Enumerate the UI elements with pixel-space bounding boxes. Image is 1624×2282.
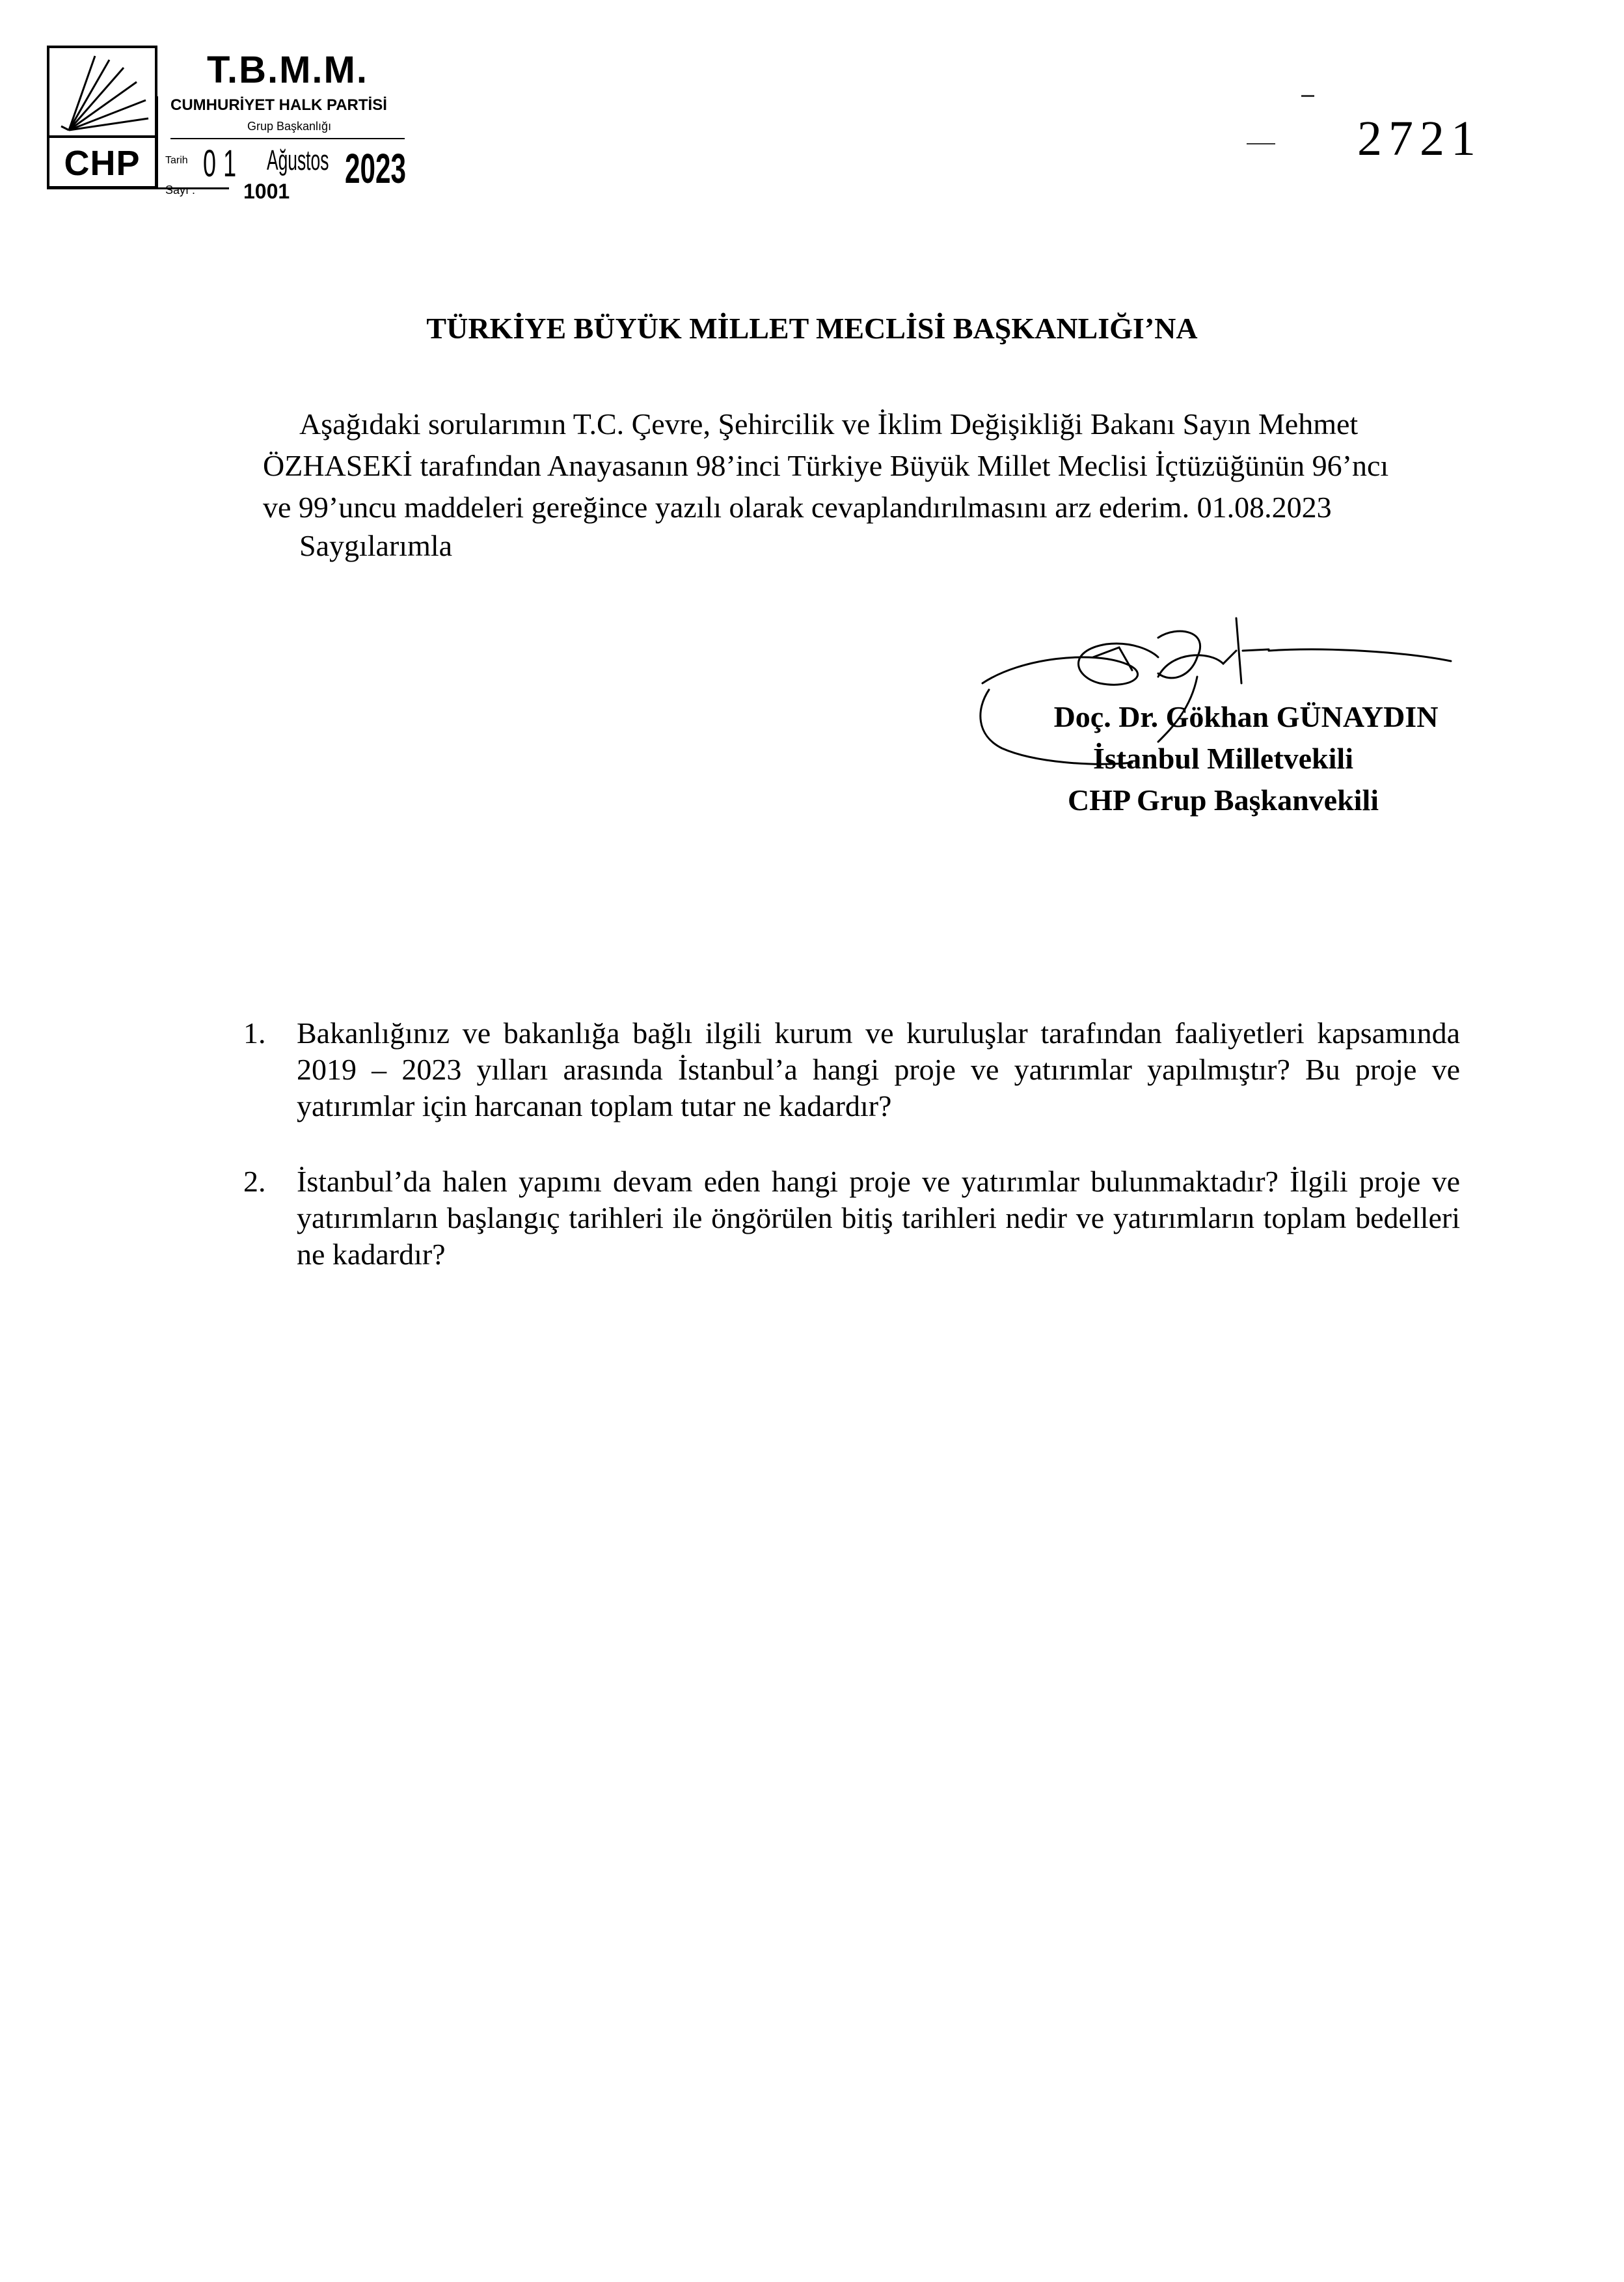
list-item: [243, 1015, 1460, 1124]
question-text: İstanbul’da halen yapımı devam eden hangi proje ve yatırımlar bulunmaktadır? İlgili proje ve yatırımların başlangıç tarihleri ile öngörülen bitiş tarihleri nedir ve yatırımların toplam bedelleri ne kadardır?: [297, 1165, 1460, 1271]
question-number: 2.: [243, 1165, 266, 1198]
closing-text: Saygılarımla: [299, 529, 453, 562]
signatory-title: CHP Grup Başkanvekili: [1067, 783, 1379, 817]
mark: [1247, 143, 1275, 144]
signatory-title: İstanbul Milletvekili: [1093, 742, 1353, 775]
stamp-number-label: Sayı :: [165, 183, 196, 197]
question-list: [243, 1015, 1460, 1312]
stamp-line: [156, 96, 158, 187]
stamp-institution: T.B.M.M.: [207, 49, 368, 91]
signatory-name: Doç. Dr. Gökhan GÜNAYDIN: [1053, 700, 1439, 733]
signature-block: [976, 696, 1470, 821]
stamp-line: [47, 187, 229, 189]
stamp-group: Grup Başkanlığı: [247, 120, 332, 133]
chp-logo-box: [47, 46, 157, 189]
chp-logo-text: CHP: [64, 144, 141, 183]
body-paragraph: [263, 403, 1460, 528]
document-number: 2721: [1357, 111, 1482, 166]
body-line: Aşağıdaki sorularımın T.C. Çevre, Şehircilik ve İklim Değişikliği Bakanı Sayın Mehmet: [299, 407, 1359, 441]
stamp-number-value: 1001: [243, 180, 290, 203]
logo-divider: [49, 135, 155, 138]
stamp-line: [170, 138, 405, 139]
question-number: 1.: [243, 1016, 266, 1050]
question-text: Bakanlığınız ve bakanlığa bağlı ilgili kurum ve kuruluşlar tarafından faaliyetleri kapsamında 2019 – 2023 yılları arasında İstanbul’a hangi proje ve yatırımlar yapılmıştır? Bu proje ve yatırımlar için harcanan toplam tutar ne kadardır?: [297, 1016, 1460, 1122]
stamp-date-day: 01: [203, 143, 244, 185]
stamp-date-year: 2023: [345, 145, 406, 192]
list-item: [243, 1163, 1460, 1273]
body-line: ÖZHASEKİ tarafından Anayasanın 98’inci Türkiye Büyük Millet Meclisi İçtüzüğünün 96’ncı: [263, 449, 1389, 482]
mark: [1301, 95, 1314, 97]
stamp-party: CUMHURİYET HALK PARTİSİ: [170, 96, 387, 114]
chp-rays-icon: [56, 53, 151, 133]
body-line: ve 99’uncu maddeleri gereğince yazılı olarak cevaplandırılmasını arz ederim. 01.08.2023: [263, 491, 1332, 524]
stamp-date-label: Tarih: [165, 155, 188, 166]
page-title: TÜRKİYE BÜYÜK MİLLET MECLİSİ BAŞKANLIĞI’NA: [426, 312, 1198, 345]
stamp-date-month: Ağustos: [267, 144, 329, 176]
